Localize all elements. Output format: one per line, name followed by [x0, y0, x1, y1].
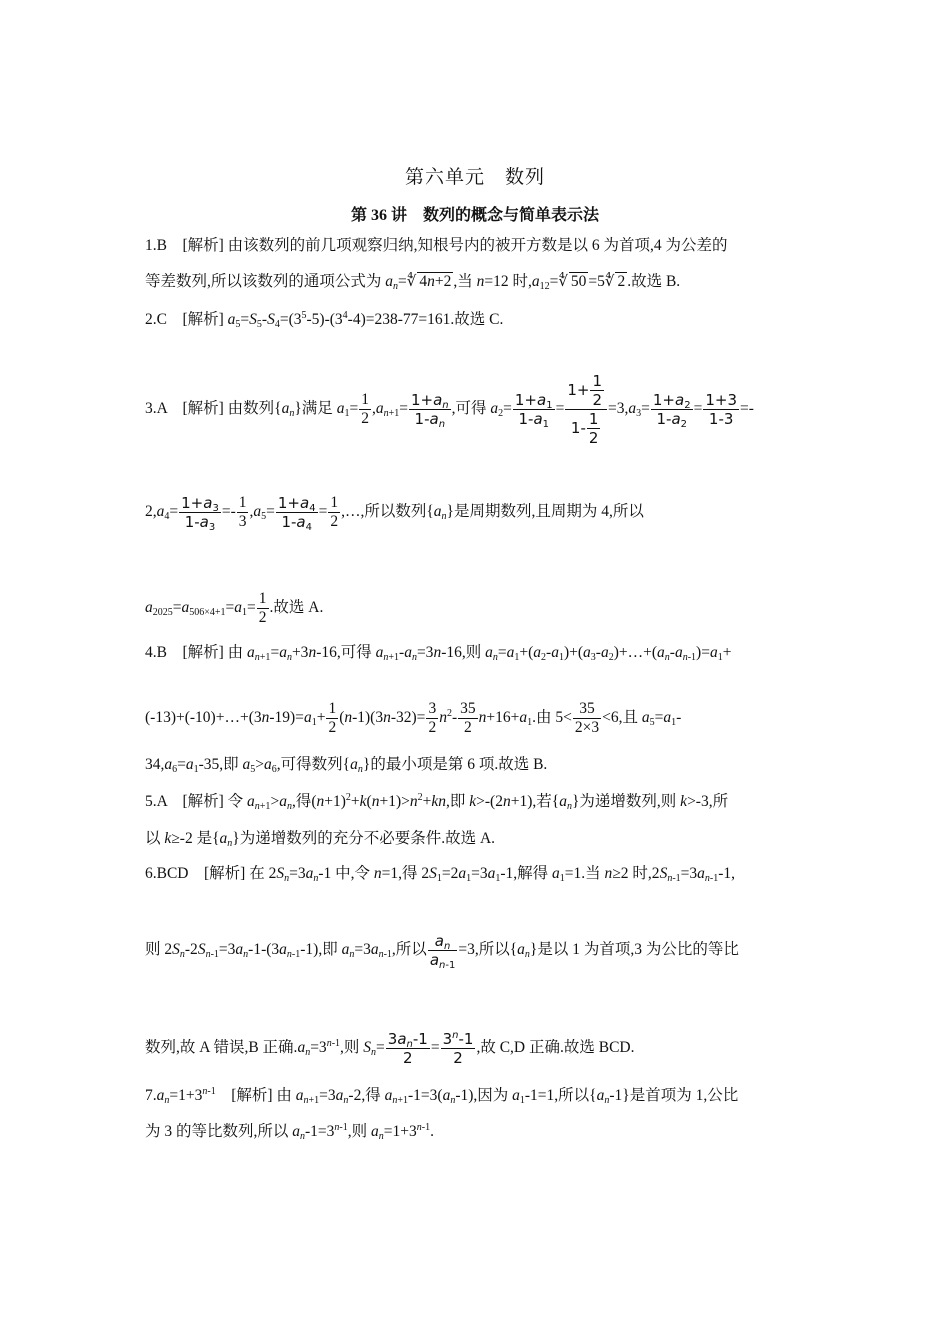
- solution-6-line-2: 则 $2S_n-2S_{n-1}=3a_n-1-(3a_{n-1}-1)$,即 $a_n=3a_{n-1}$,所以 $\frac{a_n}{a_{n-1}}$ =3,所以$\{a_n\}$是以 1 为首项,3 为公比的等比: [145, 932, 739, 971]
- solution-1-line-1: 1.B [解析] 由该数列的前几项观察归纳,知根号内的被开方数是以 6 为首项,4 为公差的: [145, 237, 728, 254]
- lesson-title: 第 36 讲 数列的概念与简单表示法: [350, 207, 599, 224]
- solution-7-line-2: 为 3 的等比数列,所以 $a_n-1=3^{n-1}$,则 $a_n=1+3^{n-1}$.: [145, 1122, 434, 1142]
- solution-2: 2.C [解析] $a_5=S_5-S_4=(3^5-5)-(3^4-4)=238-77=161$.故选 C.: [145, 310, 504, 330]
- solution-3-line-1: 3.A [解析] 由数列$\{a_n\}$满足 $a_1=$ $\frac{1}{2}$ $,a_{n+1}=$ $\frac{1+a_n}{1-a_n}$ ,可得 $a_2=$ $\frac{1+a_1}{1-a_1}$ = 1+ $\frac{1}{2}$ 1- $\frac{1}{2}$ $=3,a_3=$ $\frac{1+a_2}{1-a_2}$ = $\frac{1+3}{1-3}$ =-: [145, 372, 754, 447]
- solution-6-line-3: 数列,故 A 错误,B 正确$.a_n=3^{n-1}$,则 $S_n=$ $\frac{3a_n-1}{2}$ = $\frac{3^n-1}{2}$ ,故 C,D 正确.故选 BCD.: [145, 1030, 635, 1067]
- solution-4-line-2: $(-13)+(-10)+\dots+(3n-19)=a_1+$ $\frac{1}{2}$ (n-1)(3n-32)= $\frac{3}{2}$ $n^2-$ $\frac{35}{2}$ $n+16+a_1$.由 5< $\frac{35}{2\times 3}$ <6,且 $a_5=a_1-$: [145, 700, 682, 736]
- solution-3-line-3: $a_{2025}=a_{506\times 4+1}=a_1=$ $\frac{1}{2}$ .故选 A.: [145, 590, 324, 626]
- solution-7-line-1: $7.a_n=1+3^{n-1}$ [解析] 由 $a_{n+1}=3a_n-2$,得 $a_{n+1}-1=3(a_n-1)$,因为 $a_1-1=1$,所以$\{a_n-1\}$是首项为 1,公比: [145, 1086, 739, 1106]
- solution-4-line-3: $34,a_6=a_1-35$,即 $a_5>a_6$,可得数列$\{a_n\}$的最小项是第 6 项.故选 B.: [145, 756, 548, 775]
- unit-title: 第六单元 数列: [404, 167, 545, 188]
- solution-6-line-1: 6.BCD [解析] 在 $2S_n=3a_n-1$ 中,令 n=1,得 $2S_1=2a_1=3a_1-1$,解得 $a_1=1$.当 n≥2 时$,2S_{n-1}=3a_{n-1}-1$,: [145, 865, 736, 884]
- solution-5-line-2: 以 k≥-2 是$\{a_n\}$为递增数列的充分不必要条件.故选 A.: [145, 830, 496, 849]
- solution-4-line-1: 4.B [解析] 由 $a_{n+1}=a_n+3n-16$,可得 $a_{n+1}-a_n=3n-16$,则 $a_n=a_1+(a_2-a_1)+(a_3-a_2)+\dots+(a_n-a_{n-1})=a_1+$: [145, 644, 732, 663]
- solution-3-line-2: $2,a_4=$ $\frac{1+a_3}{1-a_3}$ =- $\frac{1}{3}$ $,a_5=$ $\frac{1+a_4}{1-a_4}$ = $\frac{1}{2}$ ,…,所以数列$\{a_n\}$是周期数列,且周期为 4,所以: [145, 494, 644, 533]
- solution-1-line-2: 等差数列,所以该数列的通项公式为 $a_n=∜$ 4n+2 ,当 n=12 时$,a_{12}=∜$ 50 =5∜ 2 .故选 B.: [145, 273, 681, 292]
- solution-5-line-1: 5.A [解析] 令 $a_{n+1}>a_n$,得$(n+1)^2+k(n+1)>n^2+kn$,即 k>-(2n+1),若$\{a_n\}$为递增数列,则 k>-3,所: [145, 792, 729, 812]
